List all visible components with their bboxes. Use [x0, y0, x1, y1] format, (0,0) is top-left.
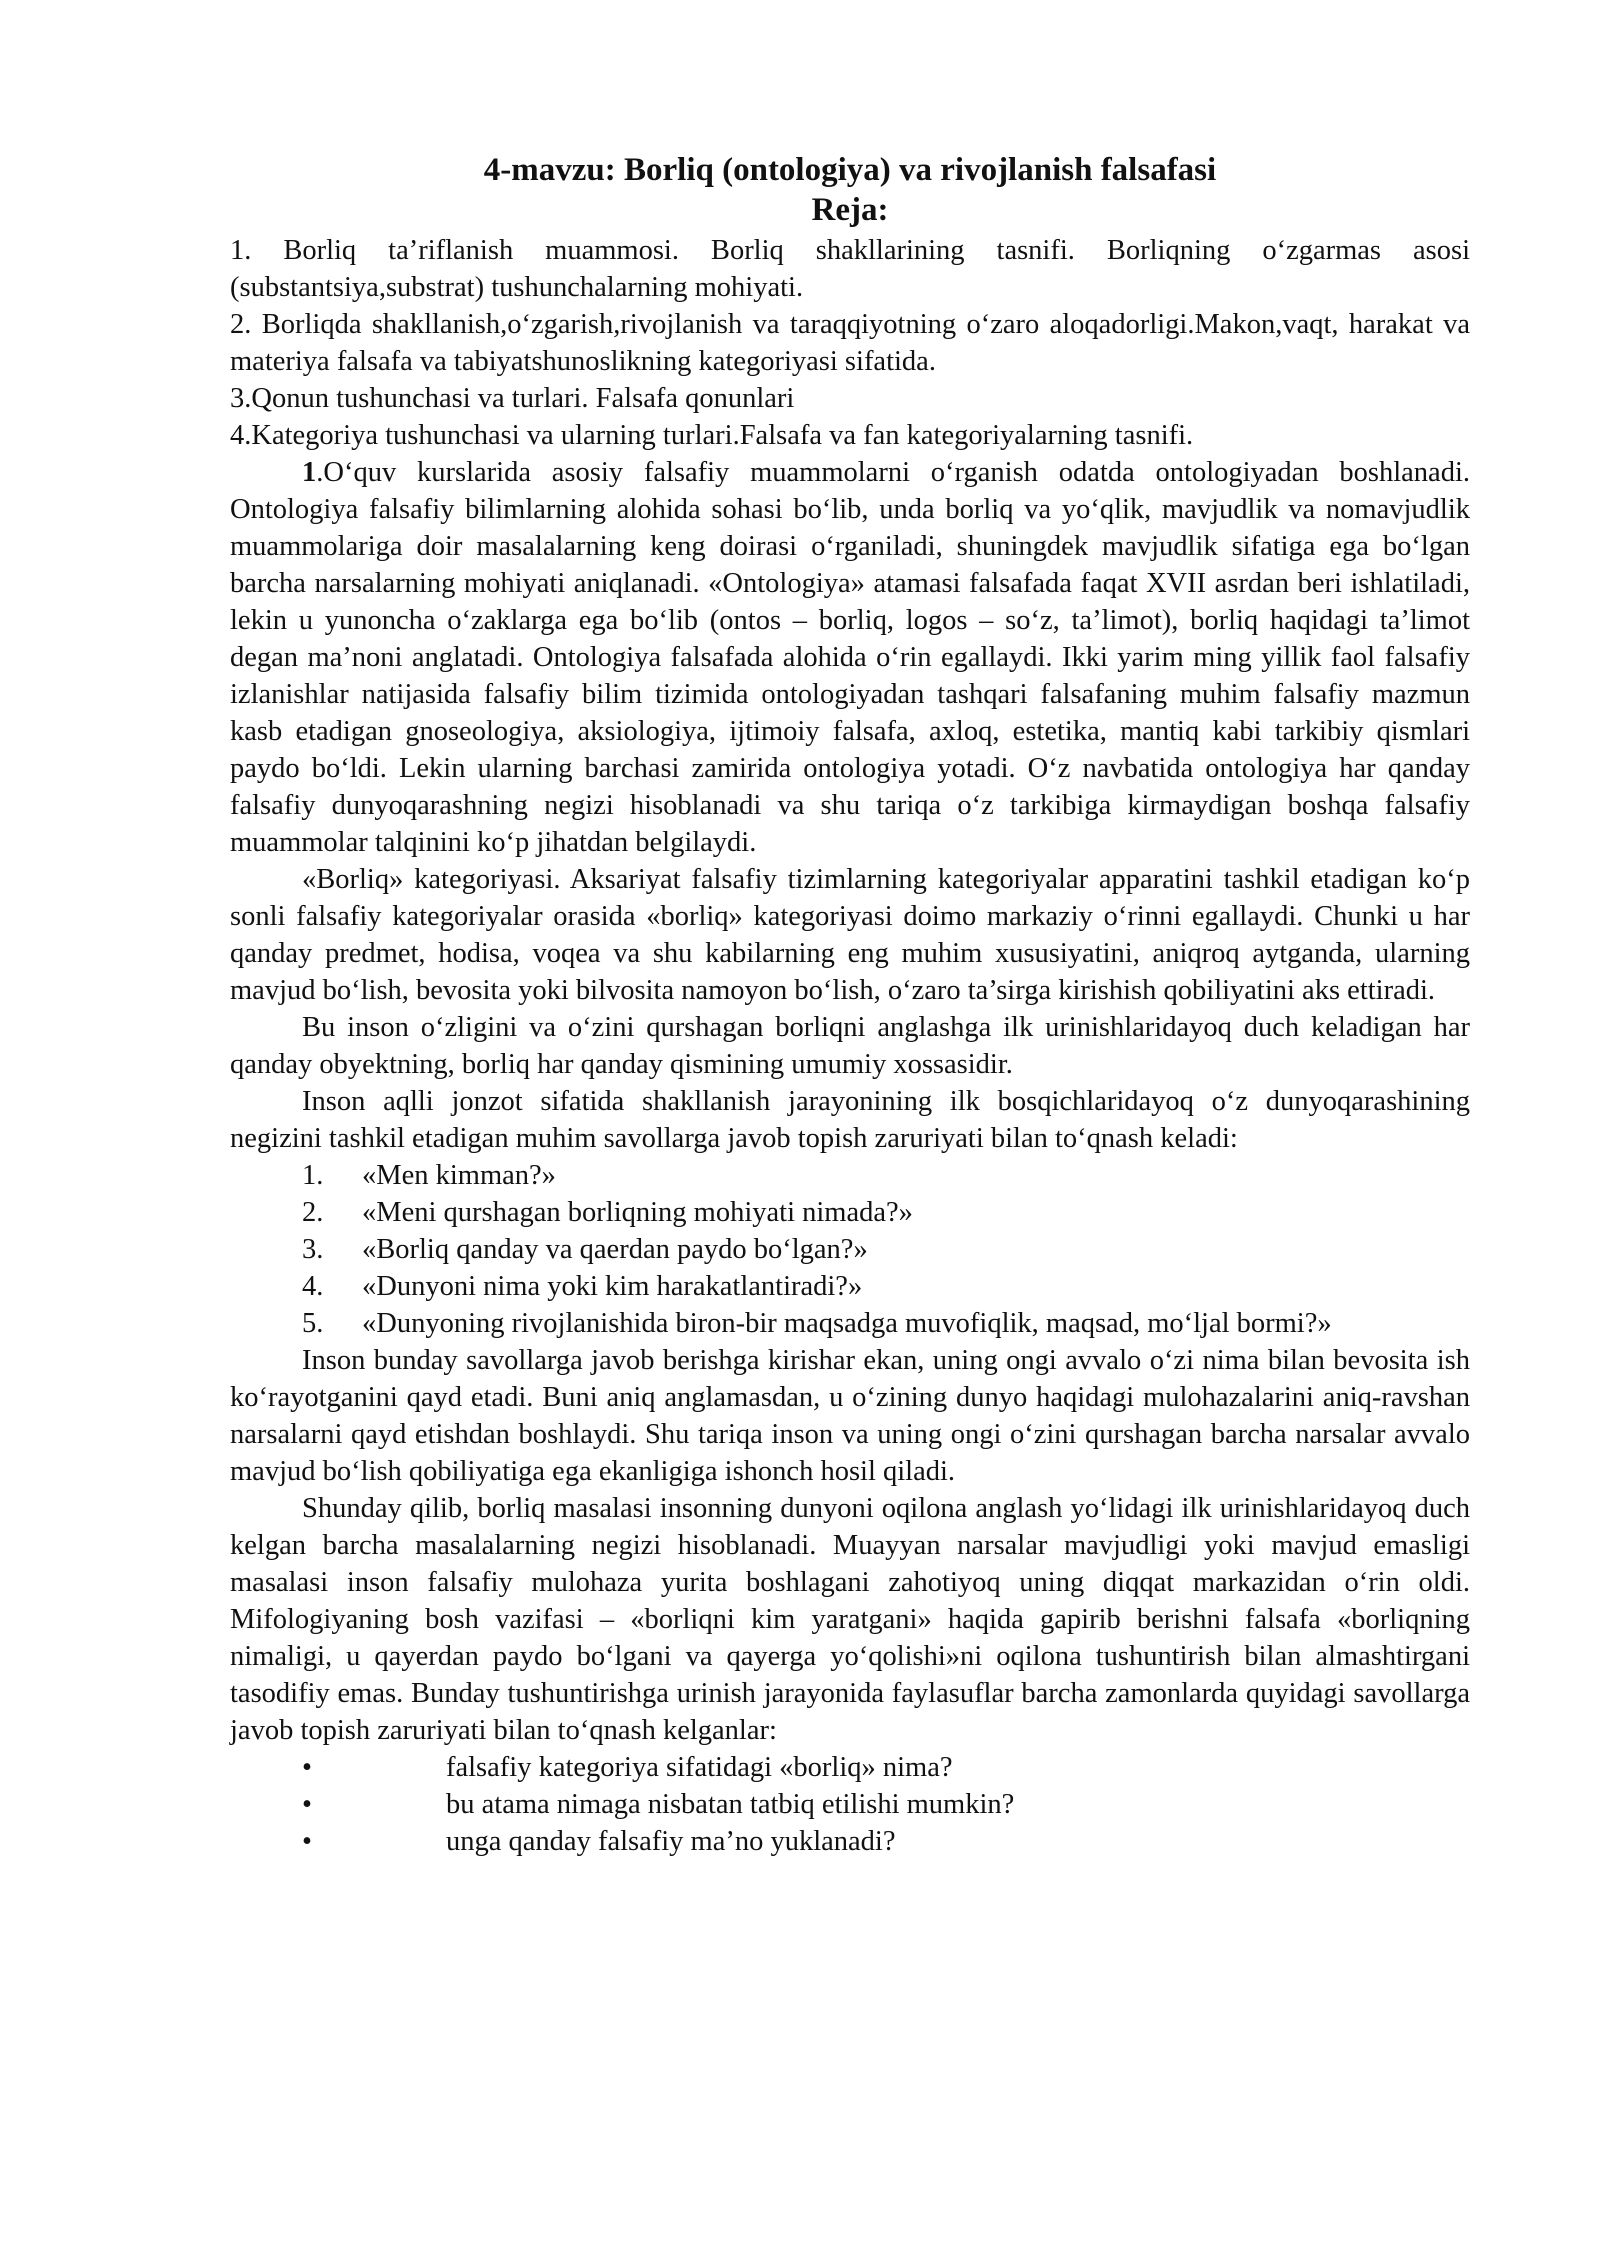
bullet-list [230, 1749, 1470, 1860]
list-item [230, 1231, 1470, 1268]
list-item-text: «Dunyoni nima yoki kim harakatlantiradi?» [362, 1271, 863, 1302]
list-item [230, 1194, 1470, 1231]
list-item-text: «Men kimman?» [362, 1160, 556, 1191]
plan-item-3: 3.Qonun tushunchasi va turlari. Falsafa qonunlari [230, 383, 795, 414]
list-item-text: «Meni qurshagan borliqning mohiyati nimada?» [362, 1197, 913, 1228]
section-number: 1 [302, 457, 317, 488]
paragraph-common-property: Bu inson o‘zligini va o‘zini qurshagan borliqni anglashga ilk urinishlaridayoq duch keladigan har qanday obyektning, borliq har qanday qismining umumiy xossasidir. [230, 1012, 1470, 1080]
plan-item-1: 1. Borliq ta’riflanish muammosi. Borliq shakllarining tasnifi. Borliqning o‘zgarmas asosi (substantsiya,substrat) tushunchalarning mohiyati. [230, 235, 1470, 303]
plan-item-4: 4.Kategoriya tushunchasi va ularning turlari.Falsafa va fan kategoriyalarning tasnifi. [230, 420, 1194, 451]
paragraph-being-category: «Borliq» kategoriyasi. Aksariyat falsafiy tizimlarning kategoriyalar apparatini tashkil etadigan ko‘p sonli falsafiy kategoriyalar orasida «borliq» kategoriyasi doimo markaziy o‘rinni egallaydi. Chunki u har qanday predmet, hodisa, voqea va shu kabilarning eng muhim xususiyatini, aniqroq aytganda, ularning mavjud bo‘lish, bevosita yoki bilvosita namoyon bo‘lish, o‘zaro ta’sirga kirishish qobiliyatini aks ettiradi. [230, 864, 1470, 1006]
bullet-icon: • [302, 1789, 312, 1820]
questions-list [230, 1157, 1470, 1342]
list-item-text: unga qanday falsafiy ma’no yuklanadi? [446, 1826, 896, 1857]
paragraph-philosophers-questions: Shunday qilib, borliq masalasi insonning dunyoni oqilona anglash yo‘lidagi ilk urinishlaridayoq duch kelgan barcha masalalarning negizi hisoblanadi. Muayyan narsalar mavjudligi yoki mavjud emasligi masalasi inson falsafiy mulohaza yurita boshlagani zahotiyoq uning diqqat markazidan o‘rin oldi. Mifologiyaning bosh vazifasi – «borliqni kim yaratgani» haqida gapirib berishni falsafa «borliqning nimaligi, u qayerdan paydo bo‘lgani va qayerga yo‘qolishi»ni oqilona tushuntirish bilan almashtirgani tasodifiy emas. Bunday tushuntirishga urinish jarayonida faylasuflar barcha zamonlarda quyidagi savollarga javob topish zaruriyati bilan to‘qnash kelganlar: [230, 1493, 1470, 1746]
list-item [230, 1786, 1470, 1823]
list-item [230, 1157, 1470, 1194]
plan-item-2: 2. Borliqda shakllanish,o‘zgarish,rivojlanish va taraqqiyotning o‘zaro aloqadorligi.Makon,vaqt, harakat va materiya falsafa va tabiyatshunoslikning kategoriyasi sifatida. [230, 309, 1470, 377]
list-item-text: falsafiy kategoriya sifatidagi «borliq» nima? [446, 1752, 953, 1783]
paragraph-ontology-text: .O‘quv kurslarida asosiy falsafiy muammolarni o‘rganish odatda ontologiyadan boshlanadi. Ontologiya falsafiy bilimlarning alohida sohasi bo‘lib, unda borliq va yo‘qlik, mavjudlik va nomavjudlik muammolariga doir masalalarning keng doirasi o‘rganiladi, shuningdek mavjudlik sifatiga ega bo‘lgan barcha narsalarning mohiyati aniqlanadi. «Ontologiya» atamasi falsafada faqat XVII asrdan beri ishlatiladi, lekin u yunoncha o‘zaklarga ega bo‘lib (ontos – borliq, logos – so‘z, ta’limot), borliq haqidagi ta’limot degan ma’noni anglatadi. Ontologiya falsafada alohida o‘rin egallaydi. Ikki yarim ming yillik faol falsafiy izlanishlar natijasida falsafiy bilim tizimida ontologiyadan tashqari falsafaning muhim falsafiy mazmun kasb etadigan gnoseologiya, aksiologiya, ijtimoiy falsafa, axloq, estetika, mantiq kabi tarkibiy qismlari paydo bo‘ldi. Lekin ularning barchasi zamirida ontologiya yotadi. O‘z navbatida ontologiya har qanday falsafiy dunyoqarashning negizi hisoblanadi va shu tariqa o‘z tarkibiga kirmaydigan boshqa falsafiy muammolar talqinini ko‘p jihatdan belgilaydi. [230, 457, 1470, 858]
list-item-text: bu atama nimaga nisbatan tatbiq etilishi mumkin? [446, 1789, 1015, 1820]
document-page [230, 150, 1470, 1860]
bullet-icon: • [302, 1826, 312, 1857]
list-item-number: 2. [302, 1197, 324, 1228]
paragraph-ontology [230, 454, 1470, 861]
list-item-text: «Dunyoning rivojlanishida biron-bir maqsadga muvofiqlik, maqsad, mo‘ljal bormi?» [362, 1308, 1332, 1339]
list-item-number: 1. [302, 1160, 324, 1191]
list-item [230, 1305, 1470, 1342]
bullet-icon: • [302, 1752, 312, 1783]
plan-heading: Reja: [811, 192, 889, 228]
paragraph-consciousness: Inson bunday savollarga javob berishga kirishar ekan, uning ongi avvalo o‘zi nima bilan bevosita ish ko‘rayotganini qayd etadi. Buni aniq anglamasdan, u o‘zining dunyo haqidagi mulohazalarini aniq-ravshan narsalarni qayd etishdan boshlaydi. Shu tariqa inson va uning ongi o‘zini qurshagan barcha narsalar avvalo mavjud bo‘lish qobiliyatiga ega ekanligiga ishonch hosil qiladi. [230, 1345, 1470, 1487]
list-item-number: 5. [302, 1308, 324, 1339]
list-item [230, 1823, 1470, 1860]
list-item-text: «Borliq qanday va qaerdan paydo bo‘lgan?» [362, 1234, 868, 1265]
list-item-number: 4. [302, 1271, 324, 1302]
list-item-number: 3. [302, 1234, 324, 1265]
list-item [230, 1268, 1470, 1305]
list-item [230, 1749, 1470, 1786]
document-title: 4-mavzu: Borliq (ontologiya) va rivojlanish falsafasi [483, 152, 1217, 188]
paragraph-questions-intro: Inson aqlli jonzot sifatida shakllanish jarayonining ilk bosqichlaridayoq o‘z dunyoqarashining negizini tashkil etadigan muhim savollarga javob topish zaruriyati bilan to‘qnash keladi: [230, 1086, 1470, 1154]
